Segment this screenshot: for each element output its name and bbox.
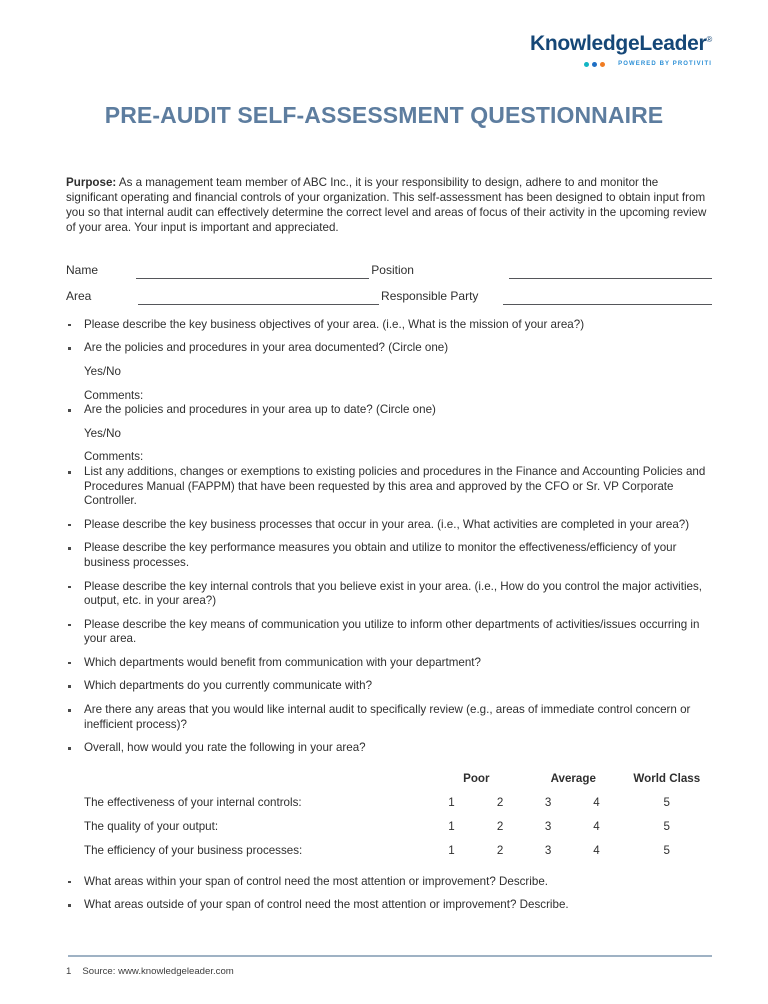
question-item (66, 679, 712, 694)
question-text: What areas outside of your span of control need the most attention or improvement? Describe. (84, 898, 569, 912)
question-text: Are there any areas that you would like internal audit to specifically review (e.g., areas of immediate control concern or inefficient process)? (84, 703, 691, 731)
rating-row-label: The effectiveness of your internal controls: (84, 796, 302, 810)
document-body (66, 163, 712, 922)
rating-header-blank (66, 767, 428, 791)
responsible-party-label: Responsible Party (381, 288, 479, 303)
question-text: Which departments do you currently communicate with? (84, 679, 373, 693)
rating-table-head (66, 767, 712, 791)
rating-option-1[interactable]: 1 (448, 820, 455, 834)
logo-wordmark (530, 33, 712, 54)
rating-option-4[interactable]: 4 (593, 796, 600, 810)
dot-blue-icon (592, 62, 597, 67)
rating-header-average: Average (550, 772, 596, 786)
question-text: Please describe the key business processes that occur in your area. (i.e., What activities are completed in your area?) (84, 517, 690, 531)
rating-option-2[interactable]: 2 (496, 844, 504, 858)
rating-row (66, 815, 712, 839)
logo-wordmark-text: KnowledgeLeader (530, 32, 707, 55)
area-label: Area (66, 288, 92, 303)
name-label: Name (66, 262, 99, 277)
question-item (66, 341, 712, 356)
question-item (66, 465, 712, 509)
rating-option-5[interactable]: 5 (663, 820, 670, 834)
purpose-paragraph (66, 175, 712, 236)
question-item (66, 518, 712, 533)
purpose-label: Purpose: (66, 175, 117, 189)
question-item (66, 656, 712, 671)
rating-option-1[interactable]: 1 (448, 796, 455, 810)
questionnaire-list (66, 318, 712, 756)
footer-source: Source: www.knowledgeleader.com (82, 966, 234, 977)
question-item (66, 898, 712, 913)
question-sub-line: Comments: (84, 388, 144, 402)
field-row-name (66, 253, 712, 279)
rating-row (66, 839, 712, 863)
question-item (66, 318, 712, 333)
purpose-text: As a management team member of ABC Inc., it is your responsibility to design, adhere to and monitor the significant operating and financial controls of your organization. This self-assessment has been designed to obtain input from you so that internal audit can effectively determine the correct level and areas of focus of their activity in the upcoming review of your area. Your input is important and appreciated. (66, 175, 707, 235)
question-text: What areas within your span of control need the most attention or improvement? Describe. (84, 874, 548, 888)
identification-fields (66, 253, 712, 305)
area-input[interactable] (138, 290, 379, 305)
question-text: Are the policies and procedures in your area documented? (Circle one) (84, 341, 449, 355)
question-item (66, 618, 712, 647)
position-label: Position (371, 262, 414, 277)
rating-table-body (66, 791, 712, 863)
question-item (66, 875, 712, 890)
rating-header-row (66, 767, 712, 791)
rating-header-poor: Poor (463, 772, 490, 786)
question-item (66, 403, 712, 418)
question-item (66, 741, 712, 756)
question-text: Please describe the key means of communication you utilize to inform other departments of activities/issues occurring in your area. (84, 617, 700, 646)
rating-option-2[interactable]: 2 (496, 820, 504, 834)
question-item (66, 703, 712, 732)
rating-option-4[interactable]: 4 (593, 820, 600, 834)
rating-row-label: The efficiency of your business processes: (84, 844, 303, 858)
rating-option-1[interactable]: 1 (448, 844, 455, 858)
question-sub-line: Yes/No (84, 426, 121, 440)
rating-header-world-class: World Class (633, 772, 701, 786)
question-text: Please describe the key performance measures you obtain and utilize to monitor the effectiveness/efficiency of your business processes. (84, 541, 677, 569)
rating-option-3[interactable]: 3 (544, 844, 552, 858)
question-sub-line: Yes/No (84, 364, 121, 378)
powered-by-label: POWERED BY PROTIVITI (618, 61, 712, 67)
rating-row-label: The quality of your output: (84, 820, 219, 834)
registered-trademark-icon: ® (706, 35, 712, 44)
question-sub-line: Comments: (84, 450, 144, 464)
question-text: Which departments would benefit from communication with your department? (84, 655, 481, 669)
dot-teal-icon (584, 62, 589, 67)
rating-option-5[interactable]: 5 (663, 796, 670, 810)
question-item (66, 541, 712, 570)
question-text: Are the policies and procedures in your area up to date? (Circle one) (84, 403, 436, 417)
question-text: Overall, how would you rate the following in your area? (84, 741, 366, 755)
field-row-area (66, 279, 712, 305)
rating-option-4[interactable]: 4 (593, 844, 600, 858)
name-input[interactable] (136, 264, 370, 279)
question-item (66, 580, 712, 609)
position-input[interactable] (509, 264, 712, 279)
dot-orange-icon (600, 62, 605, 67)
rating-table (66, 767, 712, 863)
footer (66, 966, 234, 977)
rating-option-3[interactable]: 3 (544, 820, 552, 834)
rating-option-3[interactable]: 3 (544, 796, 552, 810)
question-text: List any additions, changes or exemptions to existing policies and procedures in the Finance and Accounting Policies and Procedures Manual (FAPPM) that have been requested by this area and approved by the CFO or Sr. VP Corporate Controller. (84, 464, 706, 508)
responsible-party-input[interactable] (503, 290, 712, 305)
question-text: Please describe the key internal controls that you believe exist in your area. (i.e., How do you control the major activities, output, etc. in your area?) (84, 579, 702, 608)
question-text: Please describe the key business objectives of your area. (i.e., What is the mission of your area?) (84, 317, 585, 331)
footer-divider (68, 955, 712, 957)
rating-option-2[interactable]: 2 (496, 796, 504, 810)
rating-option-5[interactable]: 5 (663, 844, 670, 858)
logo-tagline (530, 61, 712, 67)
page-number: 1 (66, 966, 72, 977)
three-dots-icon (584, 62, 605, 67)
rating-row (66, 791, 712, 815)
knowledgeleader-logo (530, 33, 712, 67)
page-title: PRE-AUDIT SELF-ASSESSMENT QUESTIONNAIRE (104, 102, 664, 128)
questionnaire-list-trailing (66, 875, 712, 913)
